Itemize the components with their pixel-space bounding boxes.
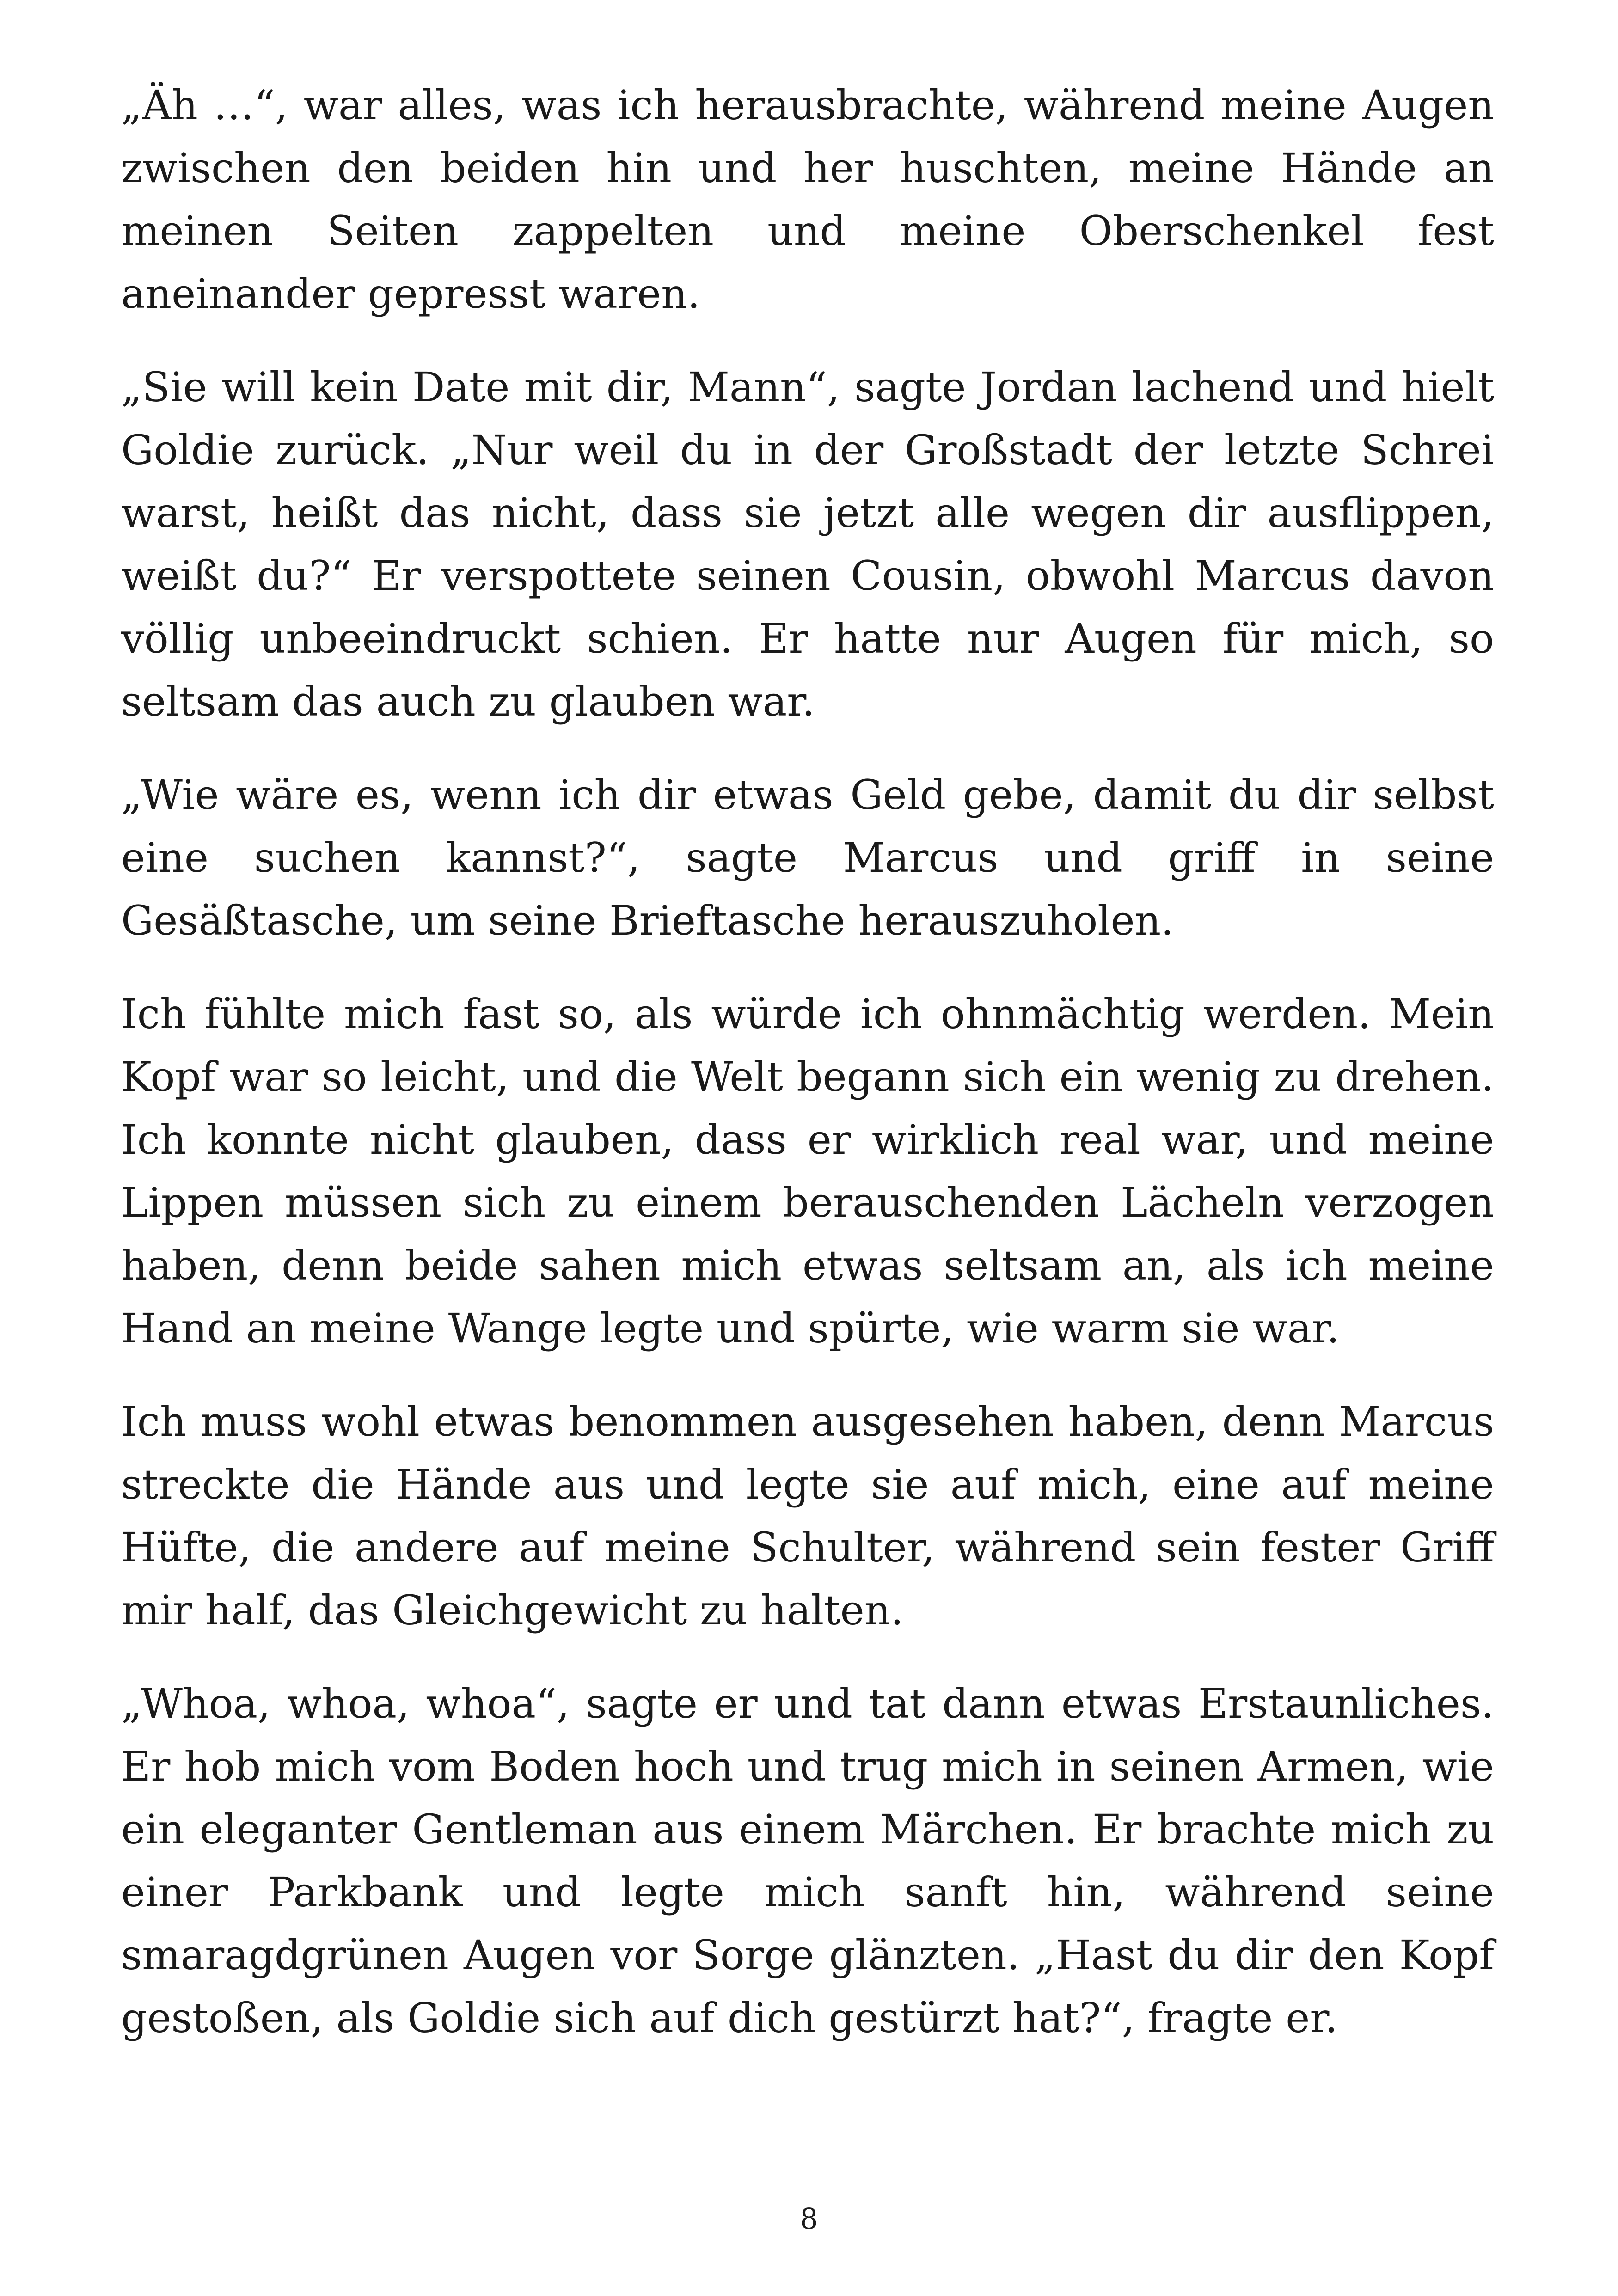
page-number: 8 bbox=[800, 2202, 818, 2235]
paragraph-4: Ich fühlte mich fast so, als würde ich ohnmächtig werden. Mein Kopf war so leicht, und die Welt begann sich ein wenig zu drehen. Ich konnte nicht glauben, dass er wirklich real war, und meine Lippen müssen sich zu einem berauschenden Lächeln verzogen haben, denn beide sahen mich etwas seltsam an, als ich meine Hand an meine Wange legte und spürte, wie warm sie war. bbox=[121, 990, 1494, 1352]
paragraph-3: „Wie wäre es, wenn ich dir etwas Geld gebe, damit du dir selbst eine suchen kannst?“, sagte Marcus und griff in seine Gesäßtasche, um seine Brieftasche herauszuholen. bbox=[121, 771, 1494, 944]
paragraph-5: Ich muss wohl etwas benommen ausgesehen haben, denn Marcus streckte die Hände aus und legte sie auf mich, eine auf meine Hüfte, die andere auf meine Schulter, während sein fester Griff mir half, das Gleichgewicht zu halten. bbox=[121, 1398, 1494, 1634]
text-body bbox=[121, 74, 1494, 2080]
paragraph-6: „Whoa, whoa, whoa“, sagte er und tat dann etwas Erstaunliches. Er hob mich vom Boden hoch und trug mich in seinen Armen, wie ein eleganter Gentleman aus einem Märchen. Er brachte mich zu einer Parkbank und legte mich sanft hin, während seine smaragdgrünen Augen vor Sorge glänzten. „Hast du dir den Kopf gestoßen, als Goldie sich auf dich gestürzt hat?“, fragte er. bbox=[121, 1680, 1494, 2042]
paragraph-1: „Äh …“, war alles, was ich herausbrachte, während meine Augen zwischen den beiden hin und her huschten, meine Hände an meinen Seiten zappelten und meine Oberschenkel fest aneinander gepresst waren. bbox=[121, 81, 1494, 318]
paragraph-2: „Sie will kein Date mit dir, Mann“, sagte Jordan lachend und hielt Goldie zurück. „Nur weil du in der Großstadt der letzte Schrei warst, heißt das nicht, dass sie jetzt alle wegen dir ausflippen, weißt du?“ Er verspottete seinen Cousin, obwohl Marcus davon völlig unbeeindruckt schien. Er hatte nur Augen für mich, so seltsam das auch zu glauben war. bbox=[121, 363, 1494, 725]
